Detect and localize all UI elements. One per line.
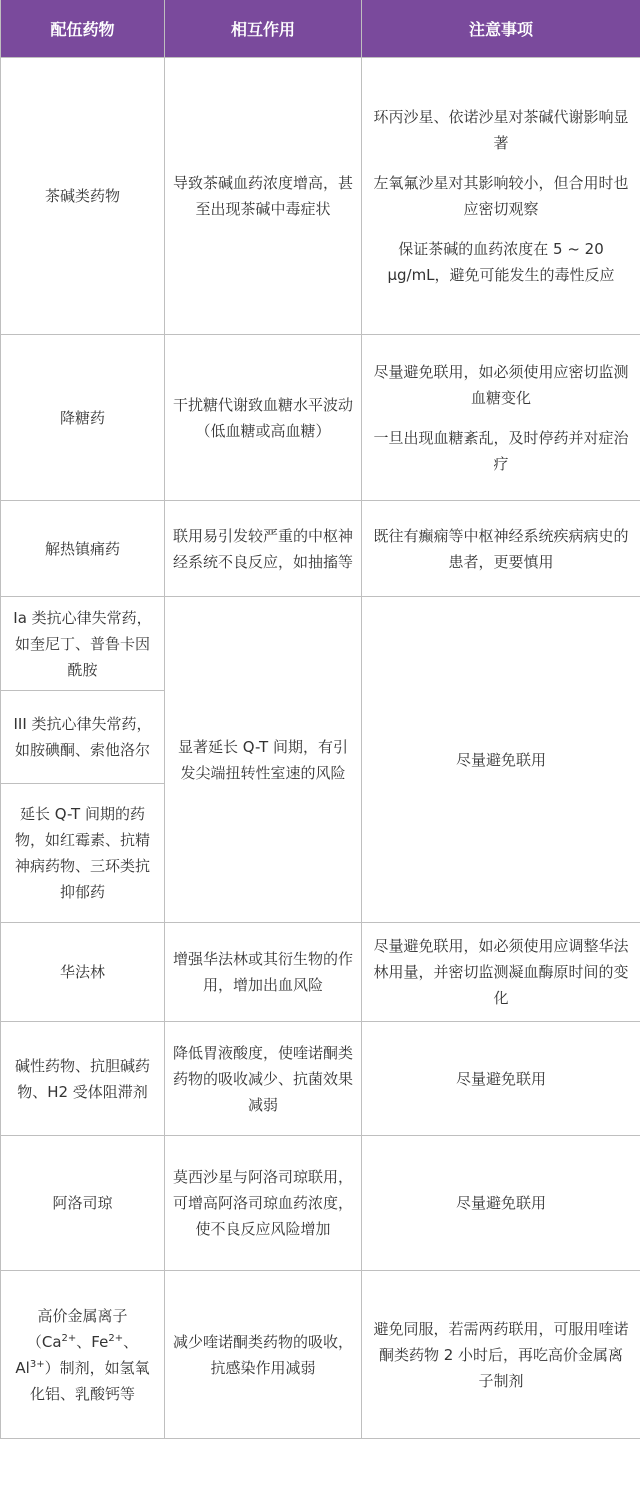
drug-text: ）制剂，如氢氧化铝、乳酸钙等 bbox=[29, 1358, 150, 1403]
drug-cell: 阿洛司琼 bbox=[1, 1136, 165, 1271]
notes-cell: 尽量避免联用，如必须使用应调整华法林用量，并密切监测凝血酶原时间的变化 bbox=[362, 923, 640, 1022]
note-paragraph: 环丙沙星、依诺沙星对茶碱代谢影响显著 bbox=[373, 108, 629, 152]
charge-superscript: 3+ bbox=[29, 1358, 45, 1370]
interaction-cell: 莫西沙星与阿洛司琼联用，可增高阿洛司琼血药浓度，使不良反应风险增加 bbox=[165, 1136, 362, 1271]
notes-cell bbox=[362, 58, 640, 335]
drug-text: 、Al bbox=[15, 1332, 139, 1377]
drug-text: 高价金属离子（Ca bbox=[26, 1306, 128, 1351]
drug-cell: 华法林 bbox=[1, 923, 165, 1022]
charge-superscript: 2+ bbox=[61, 1332, 77, 1344]
table-row bbox=[1, 58, 640, 335]
interaction-cell: 导致茶碱血药浓度增高，甚至出现茶碱中毒症状 bbox=[165, 58, 362, 335]
charge-superscript: 2+ bbox=[108, 1332, 124, 1344]
interaction-cell: 联用易引发较严重的中枢神经系统不良反应，如抽搐等 bbox=[165, 501, 362, 597]
notes-cell bbox=[362, 335, 640, 501]
drug-cell: 茶碱类药物 bbox=[1, 58, 165, 335]
interaction-cell: 减少喹诺酮类药物的吸收，抗感染作用减弱 bbox=[165, 1271, 362, 1439]
notes-cell: 既往有癫痫等中枢神经系统疾病病史的患者，更要慎用 bbox=[362, 501, 640, 597]
interaction-cell: 增强华法林或其衍生物的作用，增加出血风险 bbox=[165, 923, 362, 1022]
note-paragraph: 一旦出现血糖紊乱，及时停药并对症治疗 bbox=[373, 428, 629, 473]
table-row bbox=[1, 1271, 640, 1439]
table-row bbox=[1, 597, 640, 691]
header-drug: 配伍药物 bbox=[1, 0, 165, 58]
table-row bbox=[1, 335, 640, 501]
header-notes: 注意事项 bbox=[362, 0, 640, 58]
notes-cell: 尽量避免联用 bbox=[362, 597, 640, 923]
interaction-cell: 降低胃液酸度，使喹诺酮类药物的吸收减少、抗菌效果减弱 bbox=[165, 1022, 362, 1136]
drug-cell: 延长 Q-T 间期的药物，如红霉素、抗精神病药物、三环类抗抑郁药 bbox=[1, 784, 165, 923]
header-interaction: 相互作用 bbox=[165, 0, 362, 58]
drug-cell: III 类抗心律失常药，如胺碘酮、索他洛尔 bbox=[1, 691, 165, 784]
note-paragraph: 左氧氟沙星对其影响较小，但合用时也应密切观察 bbox=[373, 174, 629, 218]
drug-cell bbox=[1, 1271, 165, 1439]
interaction-cell: 干扰糖代谢致血糖水平波动（低血糖或高血糖） bbox=[165, 335, 362, 501]
drug-cell: 降糖药 bbox=[1, 335, 165, 501]
drug-cell: 解热镇痛药 bbox=[1, 501, 165, 597]
interaction-cell: 显著延长 Q-T 间期，有引发尖端扭转性室速的风险 bbox=[165, 597, 362, 923]
header-row bbox=[1, 0, 640, 58]
note-paragraph: 保证茶碱的血药浓度在 5 ~ 20 μg/mL，避免可能发生的毒性反应 bbox=[387, 240, 615, 284]
notes-cell: 避免同服，若需两药联用，可服用喹诺酮类药物 2 小时后，再吃高价金属离子制剂 bbox=[362, 1271, 640, 1439]
notes-cell: 尽量避免联用 bbox=[362, 1136, 640, 1271]
drug-cell: Ia 类抗心律失常药，如奎尼丁、普鲁卡因酰胺 bbox=[1, 597, 165, 691]
notes-cell: 尽量避免联用 bbox=[362, 1022, 640, 1136]
drug-cell: 碱性药物、抗胆碱药物、H2 受体阻滞剂 bbox=[1, 1022, 165, 1136]
table-row bbox=[1, 923, 640, 1022]
table-row bbox=[1, 1022, 640, 1136]
table-row bbox=[1, 1136, 640, 1271]
drug-text: 、Fe bbox=[76, 1332, 109, 1351]
note-paragraph: 尽量避免联用，如必须使用应密切监测血糖变化 bbox=[373, 362, 629, 407]
table-row bbox=[1, 501, 640, 597]
